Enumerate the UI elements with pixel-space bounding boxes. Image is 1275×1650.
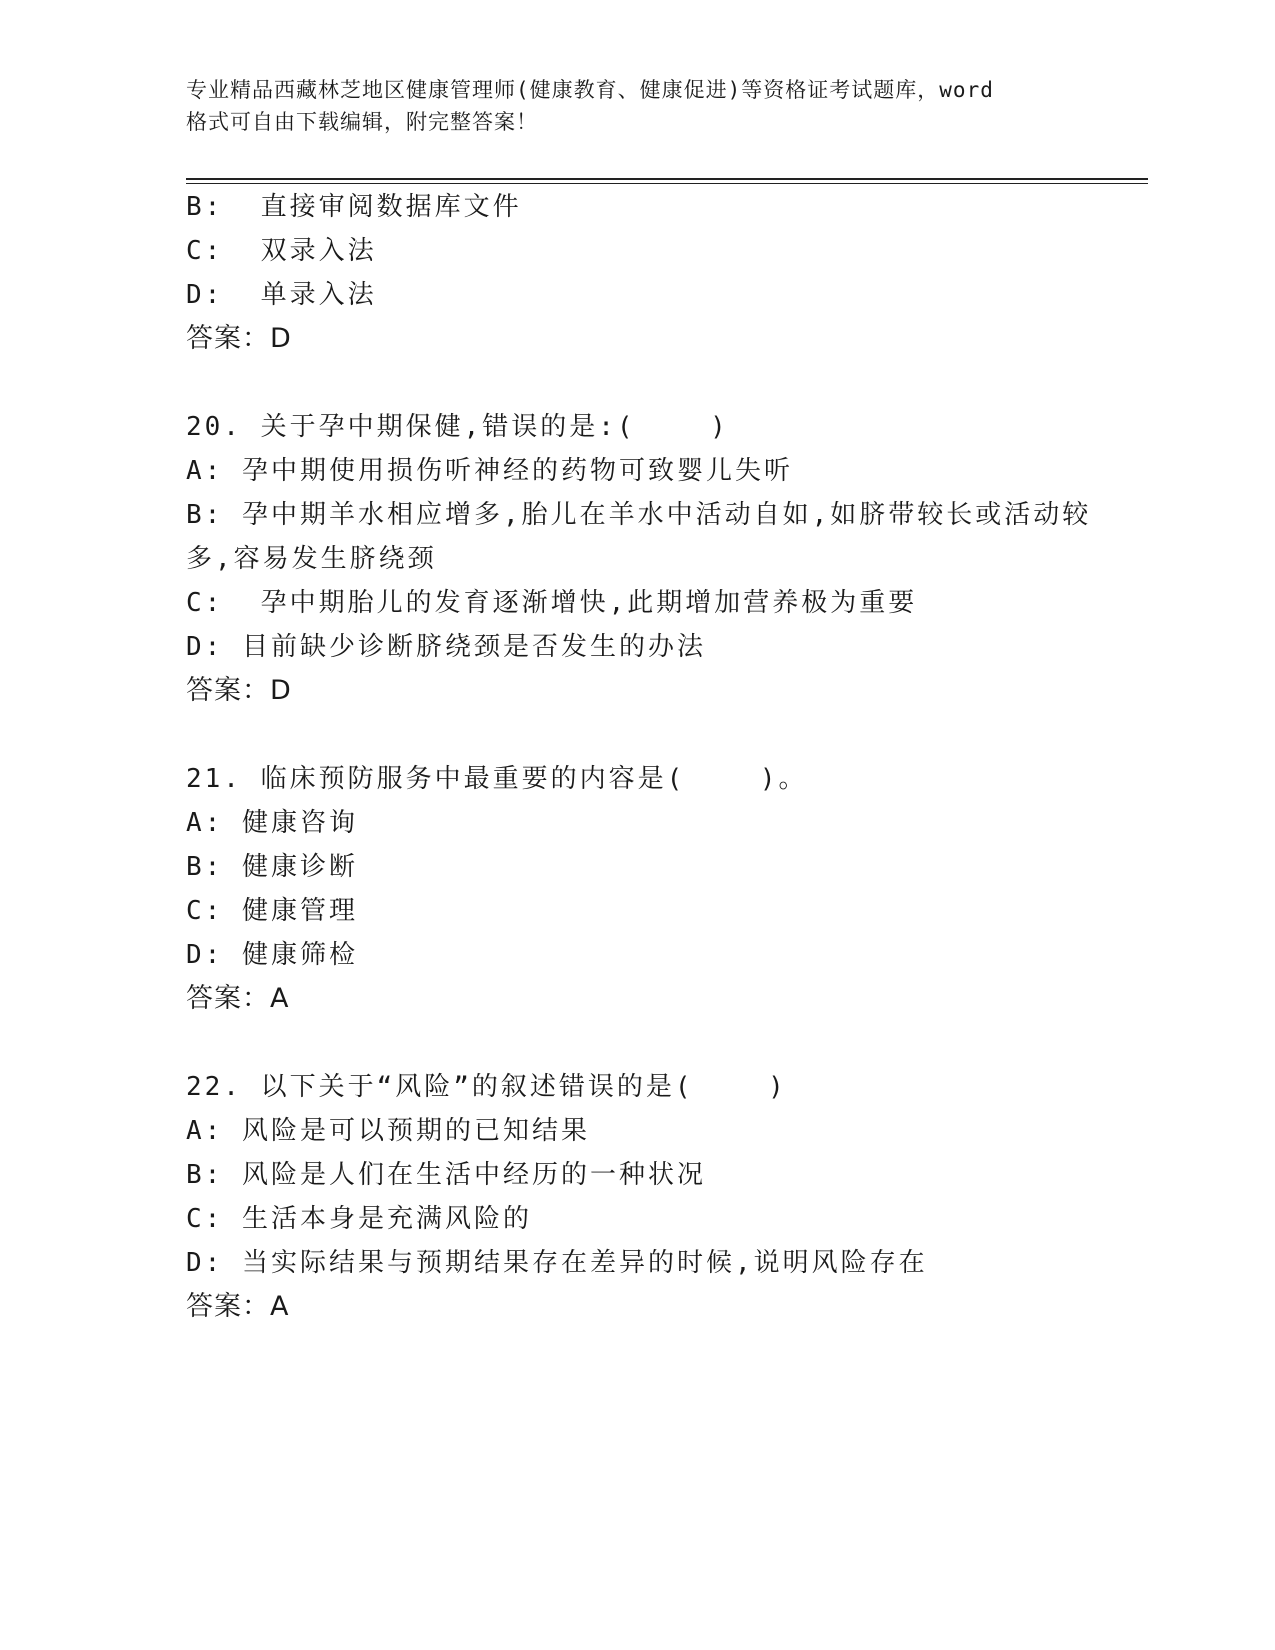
q21-option-a: A: 健康咨询 <box>186 808 358 838</box>
q21-option-c: C: 健康管理 <box>186 896 358 926</box>
q21-stem: 21. 临床预防服务中最重要的内容是( )。 <box>186 764 808 794</box>
q19-answer: 答案：D <box>186 323 292 354</box>
q20-option-d: D: 目前缺少诊断脐绕颈是否发生的办法 <box>186 632 706 662</box>
q20-option-b-line1: B: 孕中期羊水相应增多,胎儿在羊水中活动自如,如脐带较长或活动较 <box>186 500 1092 530</box>
q21-answer: 答案：A <box>186 983 290 1014</box>
q22-answer: 答案：A <box>186 1291 290 1322</box>
q20-stem: 20. 关于孕中期保健,错误的是:( ) <box>186 412 729 442</box>
q19-option-b: B: 直接审阅数据库文件 <box>186 192 522 222</box>
q20-answer: 答案：D <box>186 675 292 706</box>
q20-option-c: C: 孕中期胎儿的发育逐渐增快,此期增加营养极为重要 <box>186 588 918 618</box>
q22-option-d: D: 当实际结果与预期结果存在差异的时候,说明风险存在 <box>186 1248 928 1278</box>
header-divider-thin <box>186 183 1148 184</box>
header-line-2: 格式可自由下载编辑，附完整答案！ <box>186 110 538 134</box>
header-divider-thick <box>186 178 1148 180</box>
q19-option-c: C: 双录入法 <box>186 236 377 266</box>
q20-option-a: A: 孕中期使用损伤听神经的药物可致婴儿失听 <box>186 456 793 486</box>
q22-stem: 22. 以下关于“风险”的叙述错误的是( ) <box>186 1072 787 1102</box>
q21-option-b: B: 健康诊断 <box>186 852 358 882</box>
document-header <box>186 74 1086 138</box>
q22-option-b: B: 风险是人们在生活中经历的一种状况 <box>186 1160 706 1190</box>
q22-option-a: A: 风险是可以预期的已知结果 <box>186 1116 590 1146</box>
q21-option-d: D: 健康筛检 <box>186 940 358 970</box>
q22-option-c: C: 生活本身是充满风险的 <box>186 1204 532 1234</box>
q20-option-b-line2: 多,容易发生脐绕颈 <box>186 544 437 574</box>
q19-option-d: D: 单录入法 <box>186 280 377 310</box>
header-line-1: 专业精品西藏林芝地区健康管理师(健康教育、健康促进)等资格证考试题库，word <box>186 78 994 102</box>
